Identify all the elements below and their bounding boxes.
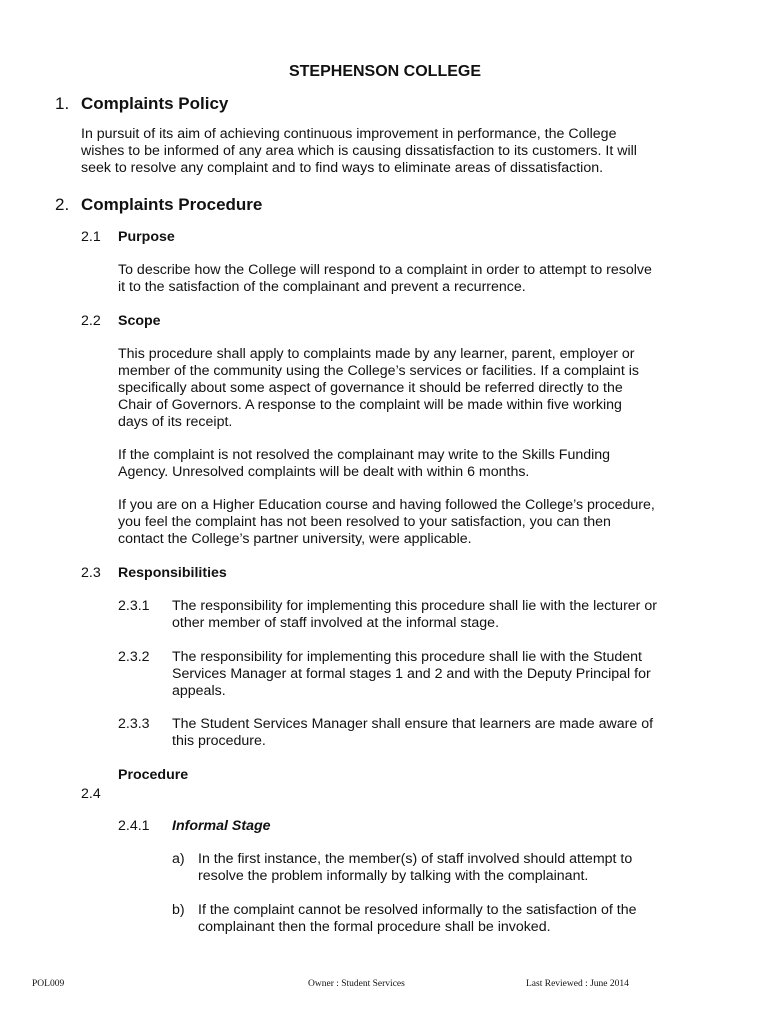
item-number: 2.3.3 <box>118 716 150 732</box>
purpose-paragraph: To describe how the College will respond to a complaint in order to attempt to resolve it to the satisfaction of the complainant and prevent a recurrence. <box>118 262 652 295</box>
list-letter: a) <box>172 851 185 867</box>
item-number: 2.3.2 <box>118 649 150 665</box>
section-heading-complaints-procedure: Complaints Procedure <box>81 195 263 214</box>
subsection-number: 2.1 <box>81 229 101 245</box>
footer-last-reviewed: Last Reviewed : June 2014 <box>526 979 629 989</box>
section-number: 1. <box>55 94 70 113</box>
item-number: 2.3.1 <box>118 598 150 614</box>
subsection-heading-procedure: Procedure <box>118 767 189 783</box>
scope-paragraph: This procedure shall apply to complaints made by any learner, parent, employer or member of the community using the College’s services or facilities. If a complaint is specifically about some aspect of governance it should be referred directly to the Chair of Governors. A response to the complaint will be made within five working days of its receipt. <box>118 346 639 430</box>
item-number: 2.4.1 <box>118 818 150 834</box>
subsection-number: 2.2 <box>81 313 101 329</box>
section-number: 2. <box>55 195 70 214</box>
scope-paragraph: If you are on a Higher Education course and having followed the College’s procedure, you feel the complaint has not been resolved to your satisfaction, you can then contact the College’s partner university, were applicable. <box>118 497 655 547</box>
subsection-heading-responsibilities: Responsibilities <box>118 565 227 581</box>
list-letter: b) <box>172 902 185 918</box>
subsection-heading-purpose: Purpose <box>118 229 175 245</box>
section-heading-complaints-policy: Complaints Policy <box>81 94 229 113</box>
responsibility-item: The responsibility for implementing this procedure shall lie with the Student Services Manager at formal stages 1 and 2 and with the Deputy Principal for appeals. <box>172 649 651 699</box>
subsection-number: 2.4 <box>81 786 101 802</box>
responsibility-item: The responsibility for implementing this procedure shall lie with the lecturer or other member of staff involved at the informal stage. <box>172 598 657 631</box>
informal-stage-item: In the first instance, the member(s) of staff involved should attempt to resolve the problem informally by talking with the complainant. <box>198 851 633 884</box>
page-title: STEPHENSON COLLEGE <box>288 63 482 80</box>
subsection-number: 2.3 <box>81 565 101 581</box>
scope-paragraph: If the complaint is not resolved the complainant may write to the Skills Funding Agency. Unresolved complaints will be dealt with within 6 months. <box>118 447 611 480</box>
informal-stage-heading: Informal Stage <box>172 818 271 834</box>
footer-policy-ref: POL009 <box>32 979 65 989</box>
subsection-heading-scope: Scope <box>118 313 161 329</box>
informal-stage-item: If the complaint cannot be resolved informally to the satisfaction of the complainant then the formal procedure shall be invoked. <box>198 902 637 935</box>
policy-paragraph: In pursuit of its aim of achieving continuous improvement in performance, the College wishes to be informed of any area which is causing dissatisfaction to its customers. It will seek to resolve any complaint and to find ways to eliminate areas of dissatisfaction. <box>81 126 637 176</box>
footer-owner: Owner : Student Services <box>308 979 405 989</box>
responsibility-item: The Student Services Manager shall ensure that learners are made aware of this procedure. <box>172 716 654 749</box>
